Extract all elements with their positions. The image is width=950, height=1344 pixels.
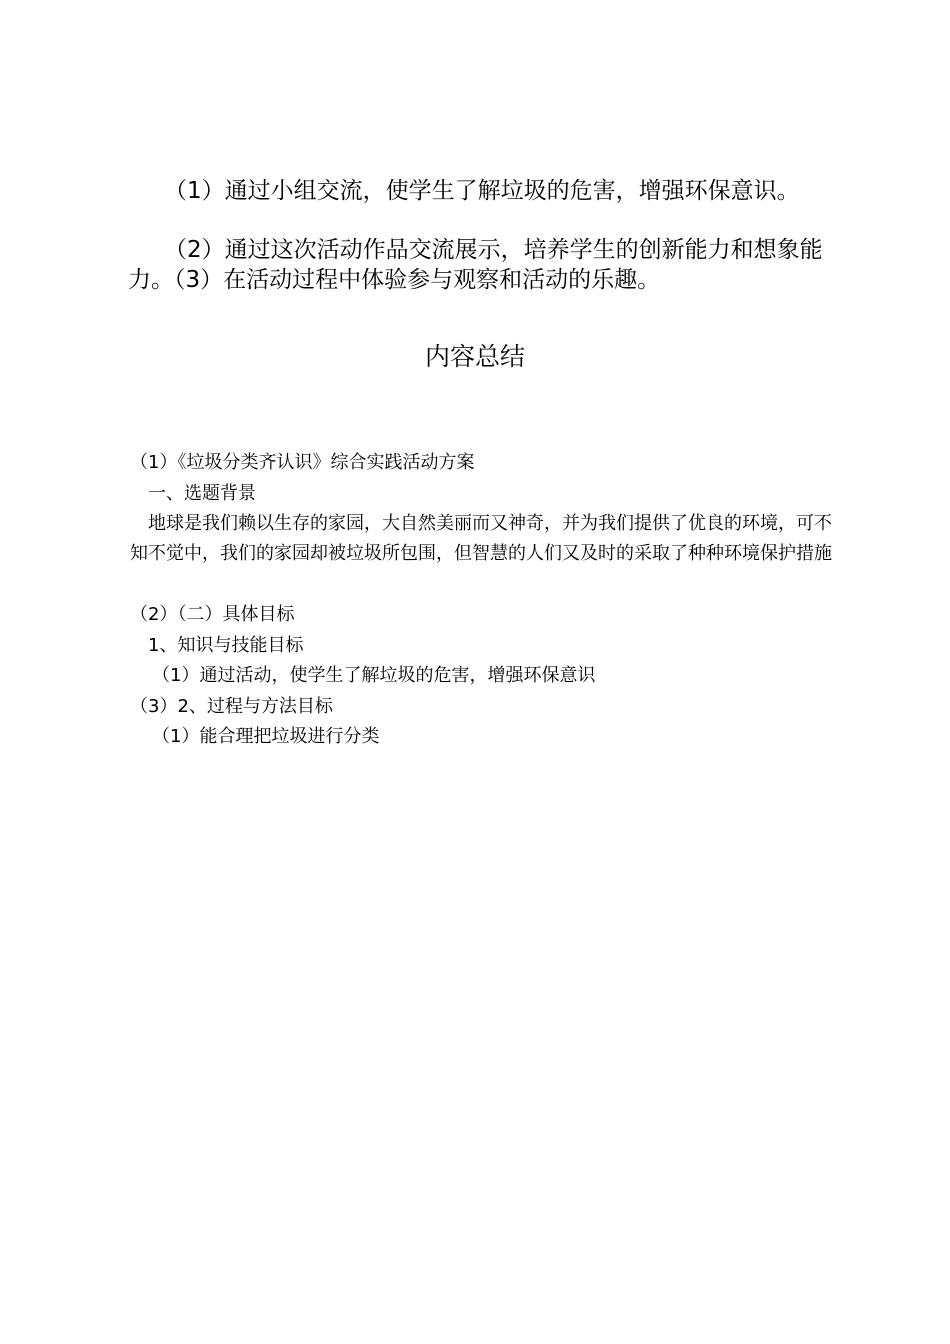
intro-paragraph-1: （1）通过小组交流，使学生了解垃圾的危害，增强环保意识。 [164, 178, 800, 204]
summary-line: 1、知识与技能目标 [148, 635, 304, 656]
summary-title: 内容总结 [424, 342, 525, 371]
summary-line: 一、选题背景 [148, 483, 256, 504]
summary-line: 地球是我们赖以生存的家园，大自然美丽而又神奇，并为我们提供了优良的环境，可不知不觉中，我们的家园却被垃圾所包围，但智慧的人们又及时的采取了种种环境保护措施 [130, 513, 832, 564]
intro-paragraph-2: （2）通过这次活动作品交流展示，培养学生的创新能力和想象能力。（3）在活动过程中体验参与观察和活动的乐趣。 [128, 237, 823, 293]
summary-line: （3）2、过程与方法目标 [130, 696, 333, 717]
summary-line: （2）（二）具体目标 [130, 604, 295, 625]
summary-line: （1）通过活动，使学生了解垃圾的危害，增强环保意识 [152, 665, 596, 686]
summary-line: （1）能合理把垃圾进行分类 [152, 726, 380, 747]
summary-line: （1）《垃圾分类齐认识》综合实践活动方案 [130, 452, 475, 473]
